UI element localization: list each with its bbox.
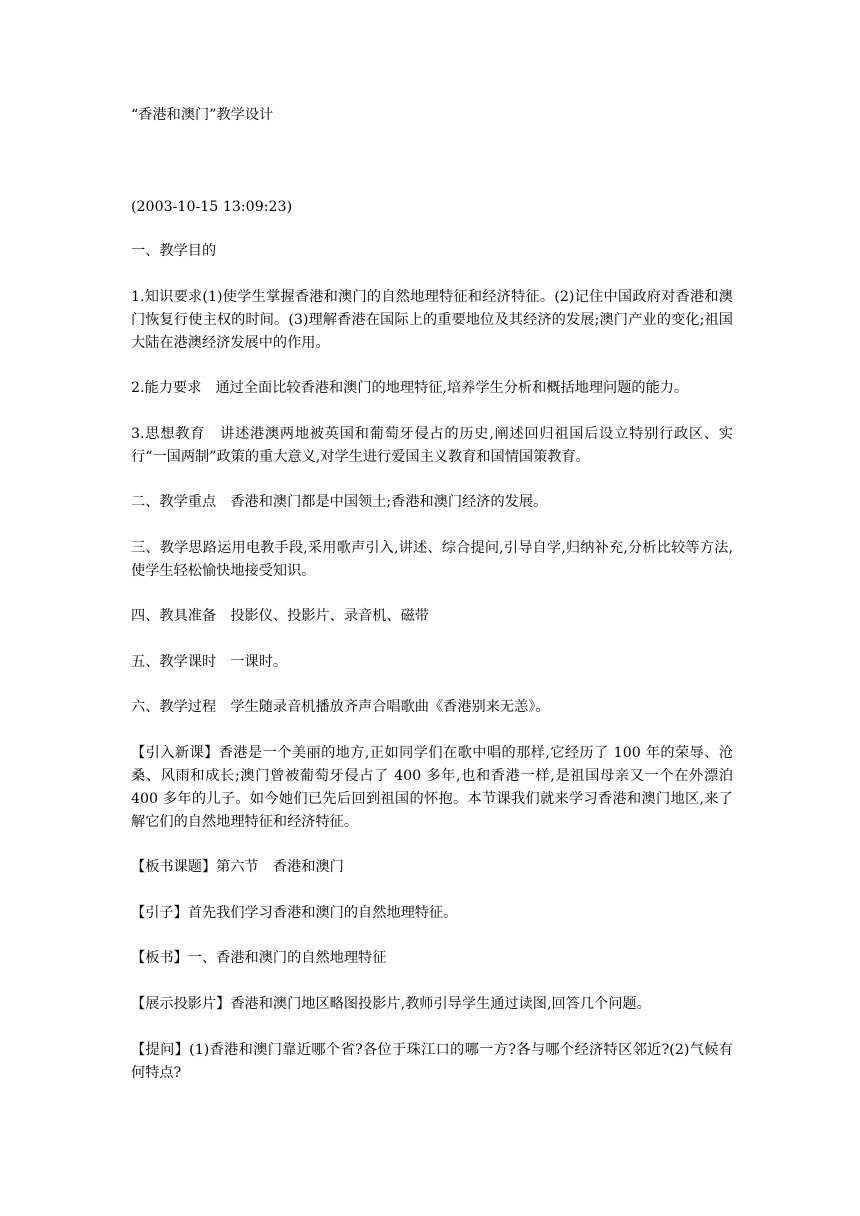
paragraph-question: 【提问】(1)香港和澳门靠近哪个省?各位于珠江口的哪一方?各与哪个经济特区邻近?(2)气候有何特点? <box>131 1042 733 1081</box>
paragraph-approach: 三、教学思路运用电教手段,采用歌声引入,讲述、综合提问,引导自学,归纳补充,分析比较等方法,使学生轻松愉快地接受知识。 <box>131 540 733 579</box>
section-heading-periods: 五、教学课时 一课时。 <box>131 654 288 670</box>
paragraph-ideology: 3.思想教育 讲述港澳两地被英国和葡萄牙侵占的历史,阐述回归祖国后设立特别行政区、实行“一国两制”政策的重大意义,对学生进行爱国主义教育和国情国策教育。 <box>131 426 733 465</box>
paragraph-knowledge: 1.知识要求(1)使学生掌握香港和澳门的自然地理特征和经济特征。(2)记住中国政府对香港和澳门恢复行使主权的时间。(3)理解香港在国际上的重要地位及其经济的发展;澳门产业的变化;祖国大陆在港澳经济发展中的作用。 <box>131 289 733 351</box>
paragraph-projection: 【展示投影片】香港和澳门地区略图投影片,教师引导学生通过读图,回答几个问题。 <box>131 996 651 1012</box>
document-title: “香港和澳门”教学设计 <box>131 107 274 123</box>
paragraph-ability: 2.能力要求 通过全面比较香港和澳门的地理特征,培养学生分析和概括地理问题的能力。 <box>131 380 689 396</box>
section-heading-keypoints: 二、教学重点 香港和澳门都是中国领土;香港和澳门经济的发展。 <box>131 494 548 510</box>
paragraph-introduction: 【引入新课】香港是一个美丽的地方,正如同学们在歌中唱的那样,它经历了 100 年的荣辱、沧桑、风雨和成长;澳门曾被葡萄牙侵占了 400 多年,也和香港一样,是祖国母亲又一个在外漂泊 400 多年的儿子。如今她们已先后回到祖国的怀抱。本节课我们就来学习香港和澳门地区,来了解它们的自然地理特征和经济特征。 <box>131 745 733 830</box>
paragraph-lead: 【引子】首先我们学习香港和澳门的自然地理特征。 <box>131 905 458 921</box>
document-date: (2003-10-15 13:09:23) <box>131 199 293 215</box>
section-heading-process: 六、教学过程 学生随录音机播放齐声合唱歌曲《香港别来无恙》。 <box>131 699 550 715</box>
paragraph-board: 【板书】一、香港和澳门的自然地理特征 <box>131 950 387 966</box>
paragraph-board-title: 【板书课题】第六节 香港和澳门 <box>131 859 344 875</box>
section-heading-materials: 四、教具准备 投影仪、投影片、录音机、磁带 <box>131 608 429 624</box>
section-heading-objectives: 一、教学目的 <box>131 243 217 259</box>
